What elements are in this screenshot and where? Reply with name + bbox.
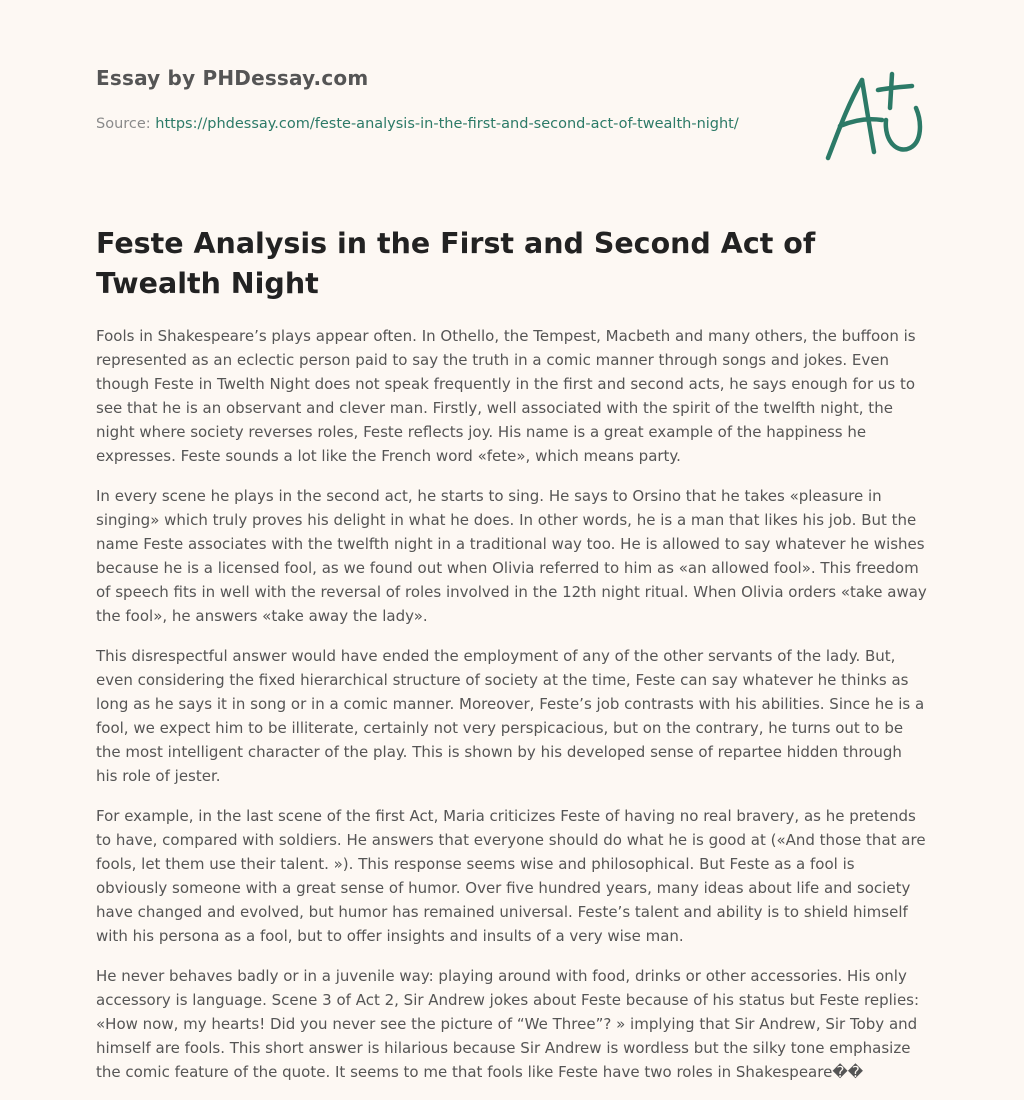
essay-paragraph: He never behaves badly or in a juvenile way: playing around with food, drinks or other accessories. His only accessory is language. Scene 3 of Act 2, Sir Andrew jokes about Feste because of his status but Feste replies: «How now, my hearts! Did you never see the picture of “We Three”? » implying that Sir Andrew, Sir Toby and himself are fools. This short answer is hilarious because Sir Andrew is wordless but the silky tone emphasize the comic feature of the quote. It seems to me that fools like Feste have two roles in Shakespeare�� — [96, 967, 920, 1081]
essay-paragraph: In every scene he plays in the second act, he starts to sing. He says to Orsino that he takes «pleasure in singing» which truly proves his delight in what he does. In other words, he is a man that likes his job. But the name Feste associates with the twelfth night in a traditional way too. He is allowed to say whatever he wishes because he is a licensed fool, as we found out when Olivia referred to him as «an allowed fool». This freedom of speech fits in well with the reversal of roles involved in the 12th night ritual. When Olivia orders «take away the fool», he answers «take away the lady». — [96, 487, 927, 625]
source-line — [96, 112, 746, 136]
site-title: Essay by PHDessay.com — [96, 66, 369, 90]
source-label: Source: — [96, 116, 156, 132]
essay-body — [96, 324, 928, 1100]
a-plus-logo-icon — [822, 68, 928, 164]
essay-paragraph: This disrespectful answer would have ended the employment of any of the other servants of the lady. But, even considering the fixed hierarchical structure of society at the time, Feste can say whatever he thinks as long as he says it in song or in a comic manner. Moreover, Feste’s job contrasts with his abilities. Since he is a fool, we expect him to be illiterate, certainly not very perspicacious, but on the contrary, he turns out to be the most intelligent character of the play. This is shown by his developed sense of repartee hidden through his role of jester. — [96, 647, 925, 785]
source-link[interactable]: https://phdessay.com/feste-analysis-in-the-first-and-second-act-of-twealth-night/ — [155, 116, 739, 132]
essay-title: Feste Analysis in the First and Second Act of Twealth Night — [96, 227, 816, 300]
essay-paragraph: Fools in Shakespeare’s plays appear often. In Othello, the Tempest, Macbeth and many others, the buffoon is represented as an eclectic person paid to say the truth in a comic manner through songs and jokes. Even though Feste in Twelth Night does not speak frequently in the first and second acts, he says enough for us to see that he is an observant and clever man. Firstly, well associated with the spirit of the twelfth night, the night where society reverses roles, Feste reflects joy. His name is a great example of the happiness he expresses. Feste sounds a lot like the French word «fete», which means party. — [96, 327, 916, 465]
essay-paragraph: For example, in the last scene of the first Act, Maria criticizes Feste of having no real bravery, as he pretends to have, compared with soldiers. He answers that everyone should do what he is good at («And those that are fools, let them use their talent. »). This response seems wise and philosophical. But Feste as a fool is obviously someone with a great sense of humor. Over five hundred years, many ideas about life and society have changed and evolved, but humor has remained universal. Feste’s talent and ability is to shield himself with his persona as a fool, but to offer insights and insults of a very wise man. — [96, 807, 926, 945]
